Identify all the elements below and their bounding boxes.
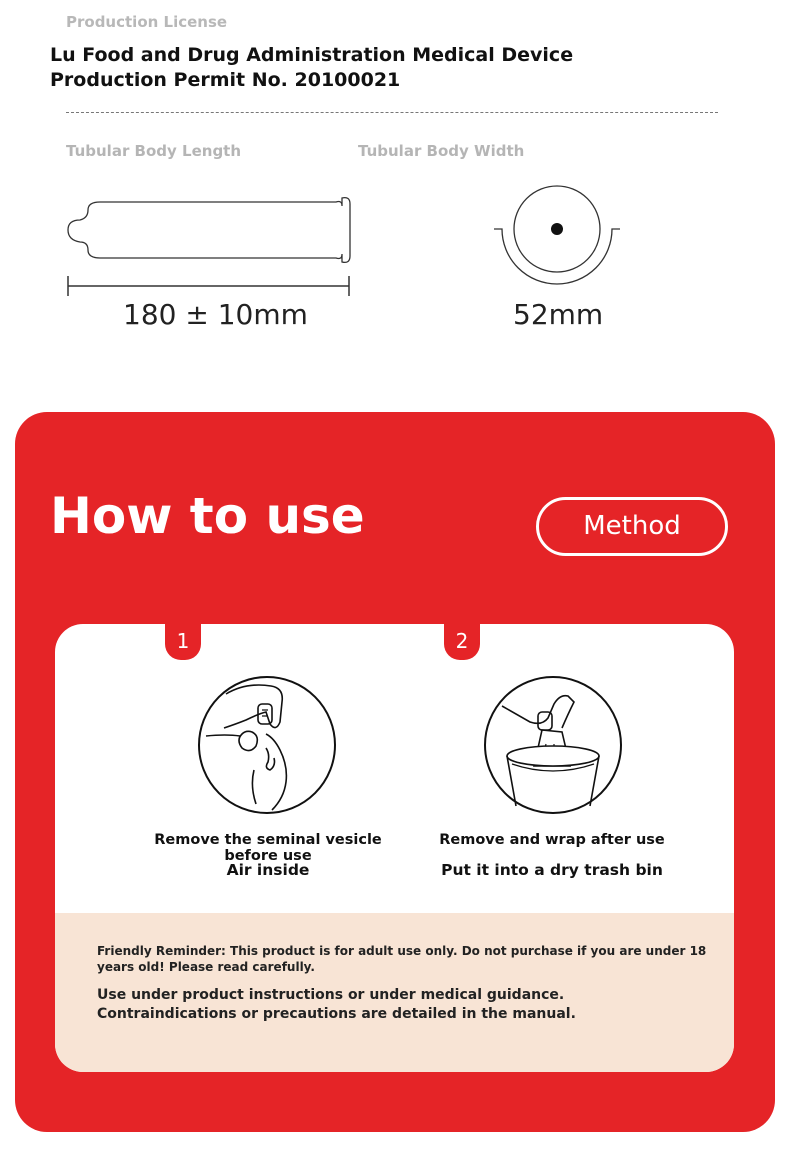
step-1-caption: Remove the seminal vesicle before use bbox=[154, 832, 382, 864]
length-label: Tubular Body Length bbox=[66, 142, 242, 160]
length-value: 180 ± 10mm bbox=[123, 298, 308, 331]
step-2-badge: 2 bbox=[444, 624, 480, 660]
method-button[interactable]: Method bbox=[536, 497, 728, 556]
tube-width-icon bbox=[490, 182, 625, 292]
license-label: Production License bbox=[66, 13, 228, 31]
step-1-badge: 1 bbox=[165, 624, 201, 660]
license-text: Lu Food and Drug Administration Medical Device Production Permit No. 20100021 bbox=[50, 44, 574, 91]
hands-squeeze-icon bbox=[196, 674, 338, 816]
step-2-caption: Remove and wrap after use bbox=[439, 832, 665, 848]
usage-notice: Use under product instructions or under medical guidance. Contraindications or precautions are detailed in the manual. bbox=[97, 987, 576, 1022]
step-1-subcaption: Air inside bbox=[226, 861, 310, 879]
how-to-use-title: How to use bbox=[50, 487, 365, 545]
width-label: Tubular Body Width bbox=[358, 142, 525, 160]
trash-bin-icon bbox=[482, 674, 624, 816]
divider bbox=[66, 112, 718, 113]
tube-length-icon bbox=[60, 190, 360, 300]
step-2-subcaption: Put it into a dry trash bin bbox=[441, 861, 663, 879]
friendly-reminder: Friendly Reminder: This product is for adult use only. Do not purchase if you are under 18 years old! Please read carefully. bbox=[97, 944, 707, 974]
width-value: 52mm bbox=[513, 298, 604, 331]
